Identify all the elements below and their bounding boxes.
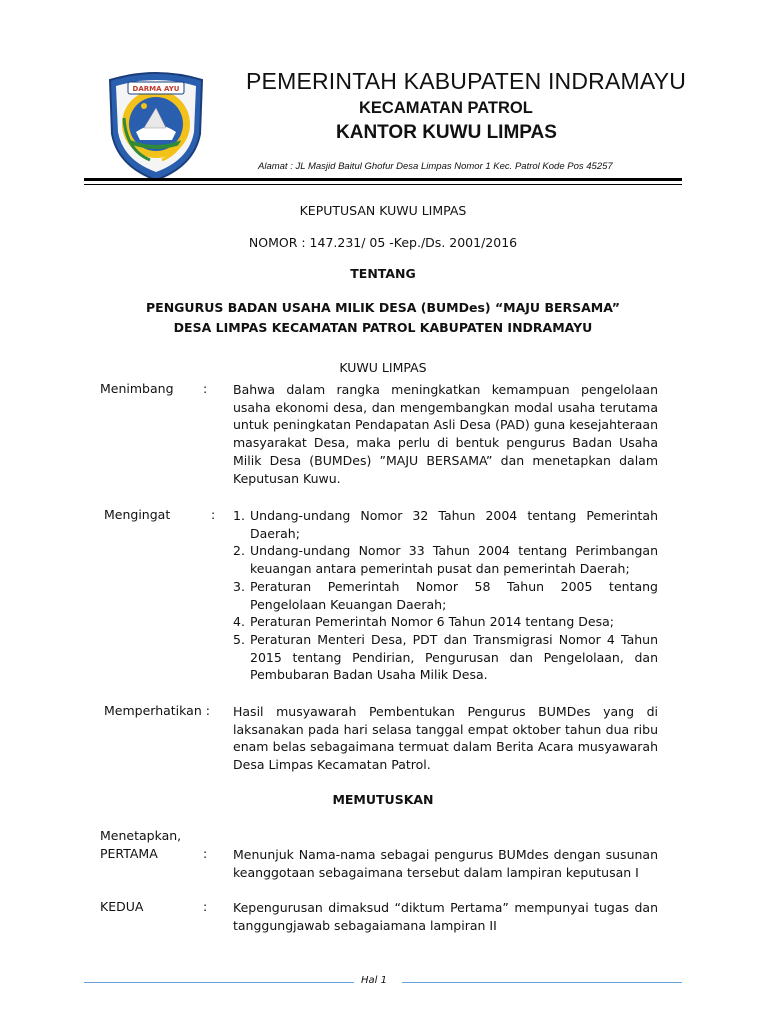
list-item-text: Undang-undang Nomor 33 Tahun 2004 tentang Perimbangan keuangan antara pemerintah pusat dan pemerintah Daerah; <box>250 543 658 577</box>
decision-subject-line2: DESA LIMPAS KECAMATAN PATROL KABUPATEN INDRAMAYU <box>173 320 593 335</box>
list-item <box>233 613 658 631</box>
decision-subject-line1: PENGURUS BADAN USAHA MILIK DESA (BUMDes) “MAJU BERSAMA” <box>146 300 620 315</box>
kedua-label: KEDUA <box>100 899 144 914</box>
header-government-name: PEMERINTAH KABUPATEN INDRAMAYU <box>246 68 687 94</box>
memperhatikan-label: Memperhatikan : <box>104 703 210 718</box>
mengingat-label: Mengingat <box>104 507 171 522</box>
header-address: Alamat : JL Masjid Baitul Ghofur Desa Limpas Nomor 1 Kec. Patrol Kode Pos 45257 <box>258 161 613 172</box>
header-office-name: KANTOR KUWU LIMPAS <box>336 122 557 143</box>
menimbang-text: Bahwa dalam rangka meningkatkan kemampuan pengelolaan usaha ekonomi desa, dan mengembangkan modal usaha terutama untuk peningkatan Pendapatan Asli Desa (PAD) guna kesejahteraan masyarakat Desa, maka perlu di bentuk pengurus Badan Usaha Milik Desa (BUMDes) ”MAJU BERSAMA” dan menetapkan dalam Keputusan Kuwu. <box>233 382 658 486</box>
list-item-text: Peraturan Pemerintah Nomor 58 Tahun 2005 tentang Pengelolaan Keuangan Daerah; <box>250 578 658 612</box>
decision-number: NOMOR : 147.231/ 05 -Kep./Ds. 2001/2016 <box>248 235 518 250</box>
list-item <box>233 631 658 684</box>
menetapkan-label: Menetapkan, <box>100 828 182 843</box>
list-item-number: 5. <box>233 631 245 647</box>
decision-authority: KUWU LIMPAS <box>339 360 427 375</box>
page-number: Hal 1 <box>361 975 387 986</box>
svg-text:DARMA AYU: DARMA AYU <box>132 85 180 93</box>
list-item <box>233 507 658 542</box>
header-rule-thin <box>84 184 682 185</box>
list-item-text: Undang-undang Nomor 32 Tahun 2004 tentang Pemerintah Daerah; <box>250 508 658 541</box>
footer-line-left <box>84 982 354 983</box>
memutuskan-heading: MEMUTUSKAN <box>332 792 434 807</box>
header-rule-thick <box>84 178 682 181</box>
menimbang-label: Menimbang <box>100 381 174 396</box>
decision-about: TENTANG <box>350 266 416 281</box>
list-item-number: 4. <box>233 614 245 630</box>
list-item <box>233 542 658 577</box>
list-item-number: 3. <box>233 578 245 594</box>
mengingat-list <box>233 507 658 684</box>
memperhatikan-text: Hasil musyawarah Pembentukan Pengurus BUMDes yang di laksanakan pada hari selasa tanggal empat oktober tahun dua ribu enam belas sebagaimana termuat dalam Berita Acara musyawarah Desa Limpas Kecamatan Patrol. <box>233 704 658 773</box>
mengingat-colon: : <box>211 507 216 522</box>
list-item-text: Peraturan Pemerintah Nomor 6 Tahun 2014 tentang Desa; <box>250 614 614 630</box>
pertama-colon: : <box>203 846 208 861</box>
kedua-text: Kepengurusan dimaksud “diktum Pertama” mempunyai tugas dan tanggungjawab sebagaiamana lampiran II <box>233 900 658 933</box>
list-item-number: 2. <box>233 543 245 559</box>
header-district-name: KECAMATAN PATROL <box>359 99 533 117</box>
list-item-number: 1. <box>233 508 245 523</box>
list-item <box>233 578 658 613</box>
pertama-text: Menunjuk Nama-nama sebagai pengurus BUMdes dengan susunan keanggotaan sebagaimana tersebut dalam lampiran keputusan I <box>233 847 658 880</box>
kedua-colon: : <box>203 899 208 914</box>
menimbang-colon: : <box>203 381 208 396</box>
decision-title: KEPUTUSAN KUWU LIMPAS <box>299 203 467 218</box>
regency-emblem-logo <box>104 70 208 182</box>
pertama-label: PERTAMA <box>100 846 158 861</box>
list-item-text: Peraturan Menteri Desa, PDT dan Transmigrasi Nomor 4 Tahun 2015 tentang Pendirian, Pengurusan dan Pengelolaan, dan Pembubaran Badan Usaha Milik Desa. <box>250 631 658 683</box>
footer-line-right <box>402 982 682 983</box>
